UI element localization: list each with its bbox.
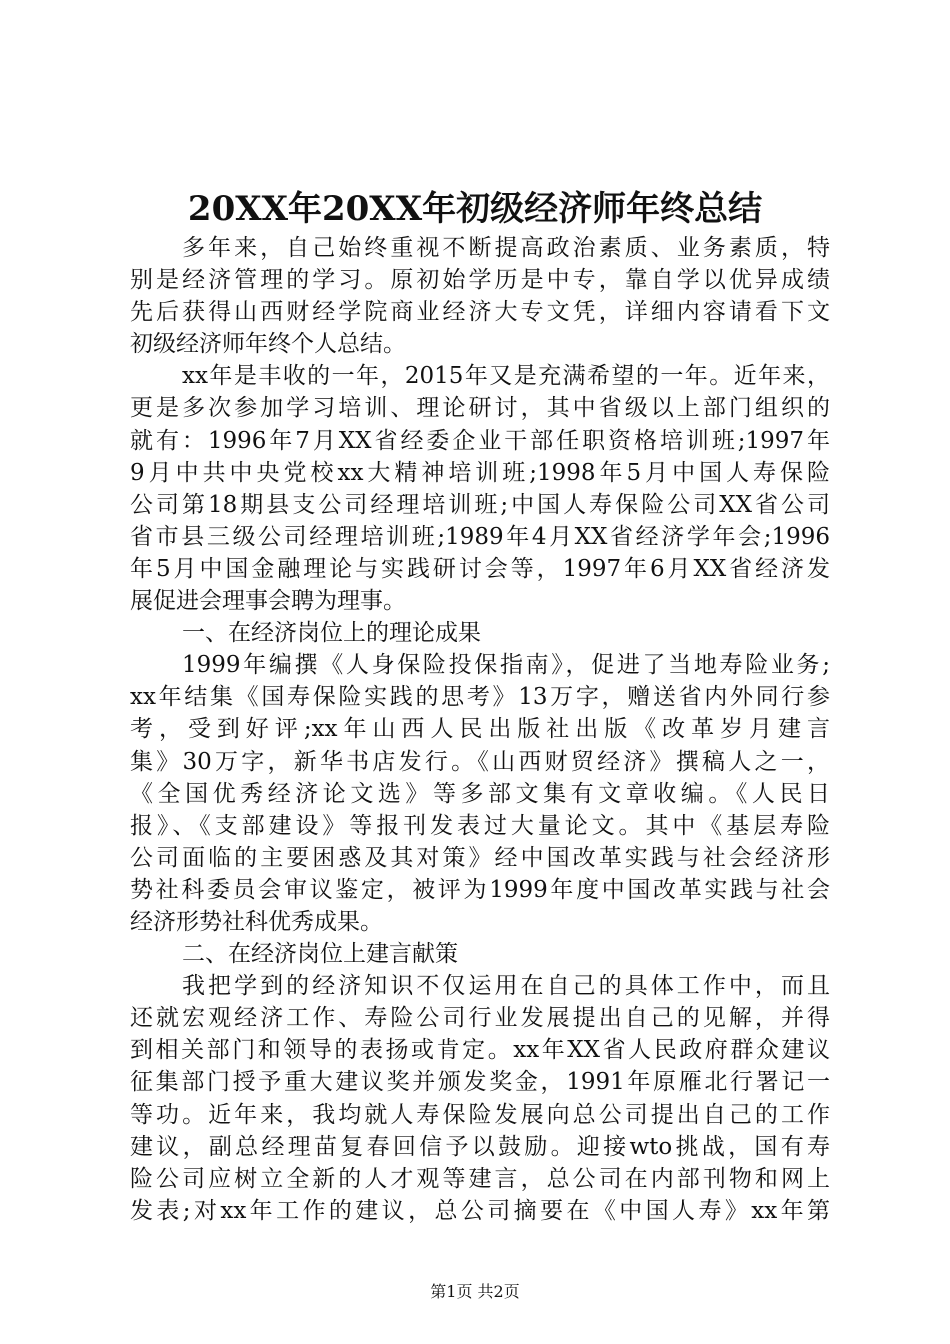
paragraph-line: 《全国优秀经济论文选》等多部文集有文章收编。《人民日: [130, 780, 830, 807]
paragraph-line: 9月中共中央党校xx大精神培训班;1998年5月中国人寿保险: [130, 459, 830, 486]
paragraph-line: 更是多次参加学习培训、理论研讨，其中省级以上部门组织的: [130, 395, 830, 422]
paragraph-line: 考，受到好评;xx年山西人民出版社出版《改革岁月建言: [130, 716, 830, 743]
document-body: [130, 232, 830, 1227]
paragraph-line: 省市县三级公司经理培训班;1989年4月XX省经济学年会;1996: [130, 523, 830, 550]
paragraph-line: 势社科委员会审议鉴定，被评为1999年度中国改革实践与社会: [130, 876, 830, 903]
paragraph-line: 发表;对xx年工作的建议，总公司摘要在《中国人寿》xx年第: [130, 1197, 830, 1224]
paragraph-line: 就有：1996年7月XX省经委企业干部任职资格培训班;1997年: [130, 427, 830, 454]
section-heading: 二、在经济岗位上建言献策: [182, 941, 458, 968]
paragraph-line: 险公司应树立全新的人才观等建言，总公司在内部刊物和网上: [130, 1165, 830, 1192]
paragraph-line: 还就宏观经济工作、寿险公司行业发展提出自己的见解，并得: [130, 1005, 830, 1032]
paragraph-line: 我把学到的经济知识不仅运用在自己的具体工作中，而且: [182, 973, 830, 1000]
paragraph-line: 公司第18期县支公司经理培训班;中国人寿保险公司XX省公司: [130, 491, 830, 518]
section-heading: 一、在经济岗位上的理论成果: [182, 620, 481, 647]
paragraph-line: 报》、《支部建设》等报刊发表过大量论文。其中《基层寿险: [130, 812, 830, 839]
paragraph-line: 征集部门授予重大建议奖并颁发奖金，1991年原雁北行署记一: [130, 1069, 830, 1096]
paragraph-line: xx年结集《国寿保险实践的思考》13万字，赠送省内外同行参: [130, 684, 830, 711]
paragraph-line: 别是经济管理的学习。原初始学历是中专，靠自学以优异成绩: [130, 267, 830, 294]
paragraph-line: 先后获得山西财经学院商业经济大专文凭，详细内容请看下文: [130, 299, 830, 326]
paragraph-line: 年5月中国金融理论与实践研讨会等，1997年6月XX省经济发: [130, 555, 830, 582]
paragraph-line: 1999年编撰《人身保险投保指南》，促进了当地寿险业务;: [182, 652, 830, 679]
paragraph-line: 多年来，自己始终重视不断提高政治素质、业务素质，特: [182, 235, 830, 261]
paragraph-line: 集》30万字，新华书店发行。《山西财贸经济》撰稿人之一，: [130, 748, 830, 775]
paragraph-line: xx年是丰收的一年，2015年又是充满希望的一年。近年来，: [182, 363, 830, 390]
document-title: 20XX年20XX年初级经济师年终总结: [187, 189, 763, 229]
paragraph-line: 经济形势社科优秀成果。: [130, 908, 383, 935]
paragraph-line: 公司面临的主要困惑及其对策》经中国改革实践与社会经济形: [130, 844, 830, 871]
paragraph-line: 初级经济师年终个人总结。: [130, 331, 406, 358]
paragraph-line: 到相关部门和领导的表扬或肯定。xx年XX省人民政府群众建议: [130, 1037, 830, 1064]
paragraph-line: 等功。近年来，我均就人寿保险发展向总公司提出自己的工作: [130, 1101, 830, 1128]
page-number: 第1页 共2页: [430, 1282, 520, 1301]
paragraph-line: 展促进会理事会聘为理事。: [130, 588, 406, 615]
paragraph-line: 建议，副总经理苗复春回信予以鼓励。迎接wto挑战，国有寿: [130, 1133, 830, 1160]
